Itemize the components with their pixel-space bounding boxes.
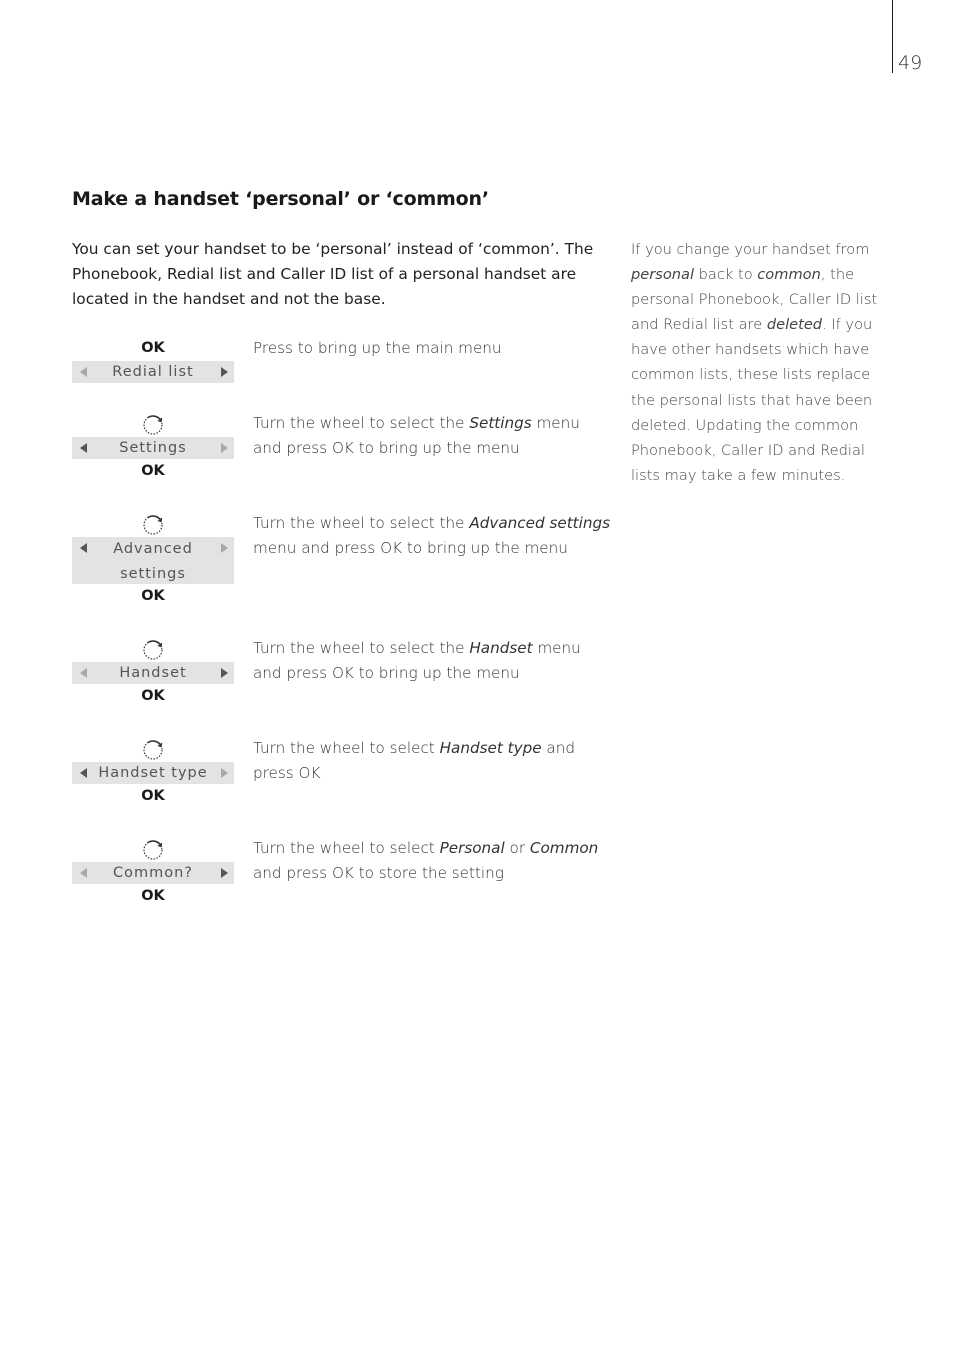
step-text: and press OK — [253, 739, 575, 783]
display-label: Settings — [119, 440, 187, 456]
step-settings — [72, 411, 612, 491]
display-label: Common? — [112, 865, 193, 881]
step-instruction — [253, 636, 613, 686]
step-emphasis: Personal — [439, 839, 505, 857]
wheel-icon[interactable] — [141, 413, 165, 437]
step-text: menu and press OK to bring up the menu — [253, 414, 580, 458]
arrow-left-icon — [80, 668, 87, 678]
step-text: Turn the wheel to select the — [253, 514, 470, 532]
step-text: Turn the wheel to select — [253, 839, 440, 857]
step-text: Press to bring up the main menu — [253, 339, 502, 357]
side-note-text: , the personal Phonebook, Caller ID list and Redial list are — [631, 266, 878, 334]
step-control — [72, 336, 234, 383]
ok-button[interactable]: OK — [141, 888, 165, 904]
side-note-emphasis: deleted — [766, 316, 823, 334]
step-handset-type — [72, 736, 612, 816]
step-control — [72, 636, 234, 709]
display-label: Redial list — [112, 364, 194, 380]
wheel-icon[interactable] — [141, 738, 165, 762]
display-label: Handset type — [98, 765, 208, 781]
step-control — [72, 836, 234, 909]
step-instruction — [253, 336, 613, 361]
step-main-menu — [72, 336, 612, 416]
display-label: Advanced — [113, 541, 193, 557]
arrow-left-icon — [80, 443, 87, 453]
step-text: Turn the wheel to select — [253, 739, 440, 757]
step-text: menu and press OK to bring up the menu — [253, 639, 581, 683]
ok-button[interactable]: OK — [141, 688, 165, 704]
wheel-icon[interactable] — [141, 638, 165, 662]
step-text: and press OK to store the setting — [253, 864, 504, 883]
step-control — [72, 736, 234, 809]
step-text: Turn the wheel to select the — [253, 639, 470, 657]
intro-paragraph: You can set your handset to be ‘personal’ instead of ‘common’. The Phonebook, Redial list and Caller ID list of a personal handset are located in the handset and not the base. — [72, 240, 594, 308]
arrow-left-icon — [80, 543, 87, 553]
arrow-right-icon — [221, 768, 228, 778]
display-label: Handset — [119, 665, 187, 681]
side-note-text: If you change your handset from — [631, 241, 870, 258]
step-handset — [72, 636, 612, 716]
page-number: 49 — [898, 52, 923, 74]
step-control — [72, 411, 234, 484]
step-emphasis: Handset — [469, 639, 533, 657]
display-redial-list — [72, 361, 234, 383]
step-emphasis: Advanced settings — [469, 514, 611, 532]
side-note — [631, 237, 887, 488]
side-note-emphasis: personal — [631, 266, 695, 284]
ok-button[interactable]: OK — [141, 788, 165, 804]
ok-button[interactable]: OK — [141, 463, 165, 479]
arrow-left-icon — [80, 868, 87, 878]
step-common — [72, 836, 612, 916]
side-note-text: . If you have other handsets which have common lists, these lists replace the personal lists that have been deleted. Updating the common Phonebook, Caller ID and Redial lists may take a few minutes. — [631, 316, 873, 484]
wheel-icon[interactable] — [141, 838, 165, 862]
display-common — [72, 862, 234, 884]
step-instruction — [253, 836, 613, 886]
display-label: settings — [120, 566, 186, 582]
display-settings — [72, 437, 234, 459]
arrow-right-icon — [221, 668, 228, 678]
arrow-right-icon — [221, 868, 228, 878]
side-note-text: back to — [694, 266, 758, 284]
ok-button[interactable]: OK — [141, 588, 165, 604]
display-handset-type — [72, 762, 234, 784]
step-emphasis: Handset type — [439, 739, 542, 757]
display-advanced-settings — [72, 537, 234, 584]
step-instruction — [253, 736, 613, 786]
page-rule — [892, 0, 893, 73]
arrow-left-icon — [80, 768, 87, 778]
section-title: Make a handset ‘personal’ or ‘common’ — [72, 188, 489, 210]
side-note-emphasis: common — [757, 266, 821, 284]
wheel-icon[interactable] — [141, 513, 165, 537]
step-emphasis: Settings — [469, 414, 532, 432]
step-advanced-settings — [72, 511, 612, 604]
step-instruction — [253, 411, 613, 461]
step-text: Turn the wheel to select the — [253, 414, 470, 432]
step-text: menu and press OK to bring up the menu — [253, 539, 568, 558]
arrow-left-icon — [80, 367, 87, 377]
display-handset — [72, 662, 234, 684]
step-text: or — [504, 839, 530, 857]
step-emphasis: Common — [529, 839, 599, 857]
arrow-right-icon — [221, 367, 228, 377]
arrow-right-icon — [221, 443, 228, 453]
ok-button[interactable]: OK — [141, 340, 165, 356]
step-control — [72, 511, 234, 609]
step-instruction — [253, 511, 613, 561]
arrow-right-icon — [221, 543, 228, 553]
